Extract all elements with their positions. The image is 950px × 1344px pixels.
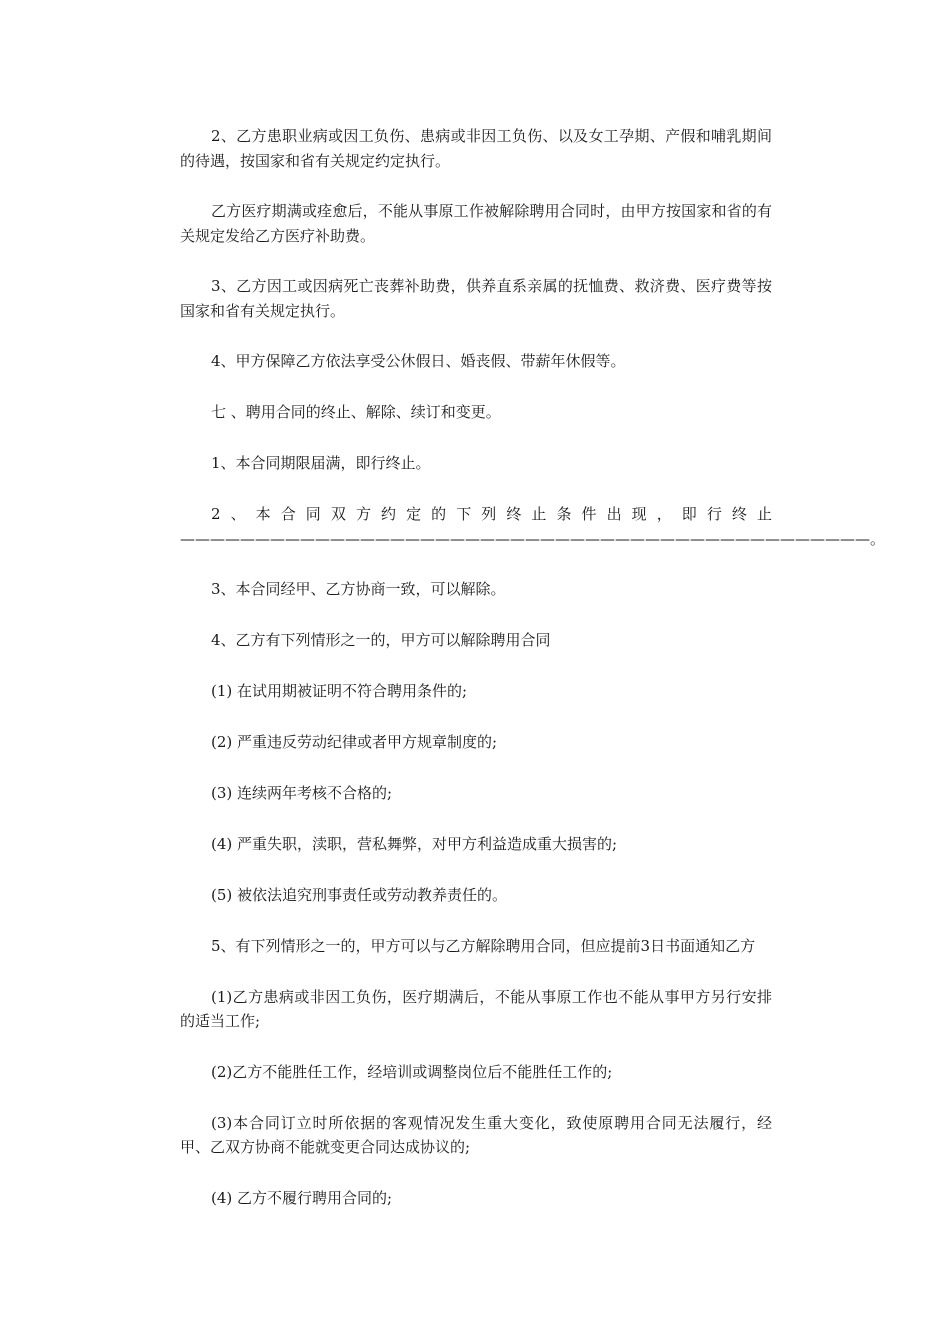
paragraph-3-funeral-subsidy: 3、乙方因工或因病死亡丧葬补助费，供养直系亲属的抚恤费、救济费、医疗费等按国家和省有关规定执行。 bbox=[180, 277, 772, 320]
list-item-7-5-2: (2)乙方不能胜任工作，经培训或调整岗位后不能胜任工作的; bbox=[211, 1062, 613, 1081]
paragraph-7-5-notice-dismissal: 5、有下列情形之一的，甲方可以与乙方解除聘用合同，但应提前3日书面通知乙方 bbox=[211, 937, 756, 955]
paragraph-4-holidays: 4、甲方保障乙方依法享受公休假日、婚丧假、带薪年休假等。 bbox=[211, 352, 626, 370]
paragraph-7-3-mutual-agreement: 3、本合同经甲、乙方协商一致，可以解除。 bbox=[211, 580, 506, 598]
paragraph-7-2-termination-conditions: 2、本合同双方约定的下列终止条件出现，即行终止——————————————————————————————————————————————。 bbox=[180, 505, 886, 548]
paragraph-2-occupational-disease: 2、乙方患职业病或因工负伤、患病或非因工负伤、以及女工孕期、产假和哺乳期间的待遇，按国家和省有关规定约定执行。 bbox=[180, 127, 772, 170]
paragraph-7-1-expiry: 1、本合同期限届满，即行终止。 bbox=[211, 454, 431, 472]
paragraph-7-4-dismissal-conditions: 4、乙方有下列情形之一的，甲方可以解除聘用合同 bbox=[211, 631, 551, 649]
list-item-7-4-3: (3) 连续两年考核不合格的; bbox=[211, 784, 393, 802]
section-heading-7: 七 、聘用合同的终止、解除、续订和变更。 bbox=[211, 403, 501, 421]
list-item-7-5-4: (4) 乙方不履行聘用合同的; bbox=[211, 1188, 393, 1207]
list-item-7-5-3: (3)本合同订立时所依据的客观情况发生重大变化，致使原聘用合同无法履行，经甲、乙双方协商不能就变更合同达成协议的; bbox=[180, 1113, 772, 1156]
paragraph-medical-subsidy: 乙方医疗期满或痊愈后，不能从事原工作被解除聘用合同时，由甲方按国家和省的有关规定发给乙方医疗补助费。 bbox=[180, 202, 772, 245]
list-item-7-4-2: (2) 严重违反劳动纪律或者甲方规章制度的; bbox=[211, 733, 498, 751]
document-page bbox=[180, 124, 886, 1237]
list-item-7-4-1: (1) 在试用期被证明不符合聘用条件的; bbox=[211, 682, 468, 700]
list-item-7-4-4: (4) 严重失职，渎职，营私舞弊，对甲方利益造成重大损害的; bbox=[211, 835, 618, 853]
list-item-7-5-1: (1)乙方患病或非因工负伤，医疗期满后，不能从事原工作也不能从事甲方另行安排的适当工作; bbox=[180, 987, 772, 1030]
list-item-7-4-5: (5) 被依法追究刑事责任或劳动教养责任的。 bbox=[211, 886, 508, 904]
